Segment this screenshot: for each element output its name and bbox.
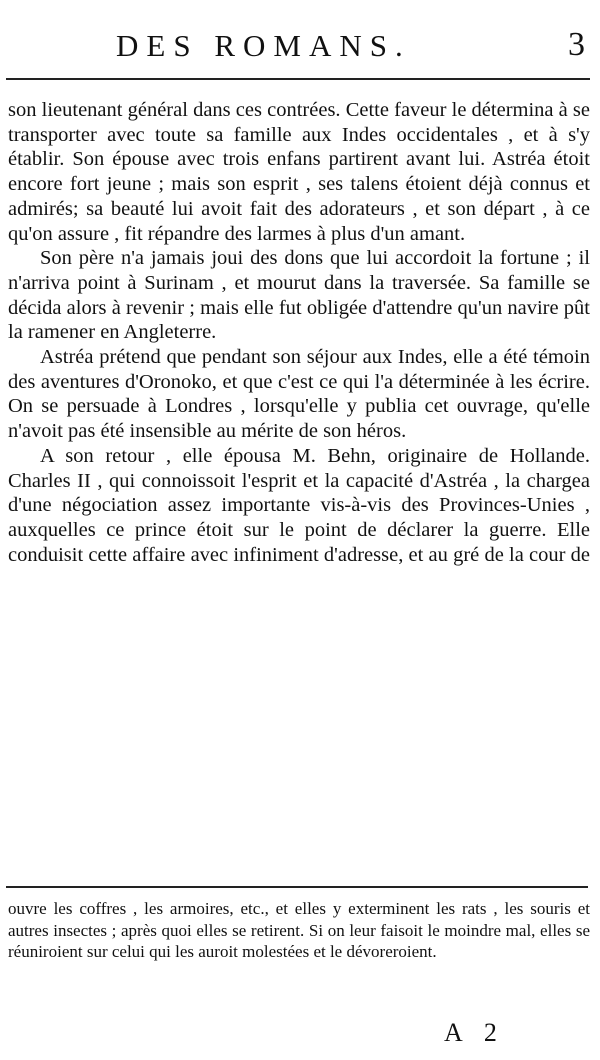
body-text [8, 98, 590, 567]
paragraph-4: A son retour , elle épousa M. Behn, originaire de Hollande. Charles II , qui connoissoit l'esprit et la capacité d'Astréa , la chargea d'une négociation assez importante vis-à-vis des Provinces-Unies , auxquelles ce prince étoit sur le point de déclarer la guerre. Elle conduisit cette affaire avec infiniment d'adresse, et au gré de la cour de [8, 444, 590, 566]
signature-mark: A 2 [444, 1018, 505, 1047]
footnote-rule [6, 886, 588, 888]
running-title: DES ROMANS. [116, 28, 411, 63]
header-rule [6, 78, 590, 80]
footnote [8, 898, 590, 963]
paragraph-2: Son père n'a jamais joui des dons que lui accordoit la fortune ; il n'arriva point à Surinam , et mourut dans la traversée. Sa famille se décida alors à revenir ; mais elle fut obligée d'attendre qu'un navire pût la ramener en Angleterre. [8, 247, 590, 344]
paragraph-3: Astréa prétend que pendant son séjour aux Indes, elle a été témoin des aventures d'Oronoko, et que c'est ce qui l'a déterminée à les écrire. On se persuade à Londres , lorsqu'elle y publia cet ouvrage, qu'elle n'avoit pas été insensible au mérite de son héros. [8, 346, 590, 443]
footnote-text: ouvre les coffres , les armoires, etc., et elles y exterminent les rats , les souris et autres insectes ; après quoi elles se retirent. Si on leur faisoit le moindre mal, elles se réuniroient sur celui qui les auroit molestées et le dévoreroient. [8, 899, 590, 962]
page-header [0, 26, 600, 70]
paragraph-1: son lieutenant général dans ces contrées. Cette faveur le détermina à se transporter avec toute sa famille aux Indes occidentales , et à s'y établir. Son épouse avec trois enfans partirent avant lui. Astréa étoit encore fort jeune ; mais son esprit , ses talens étoient déjà connus et admirés; sa beauté lui avoit fait des adorateurs , et son départ , à ce qu'on assure , fit répandre des larmes à plus d'un amant. [8, 99, 590, 245]
page-number: 3 [568, 26, 585, 63]
